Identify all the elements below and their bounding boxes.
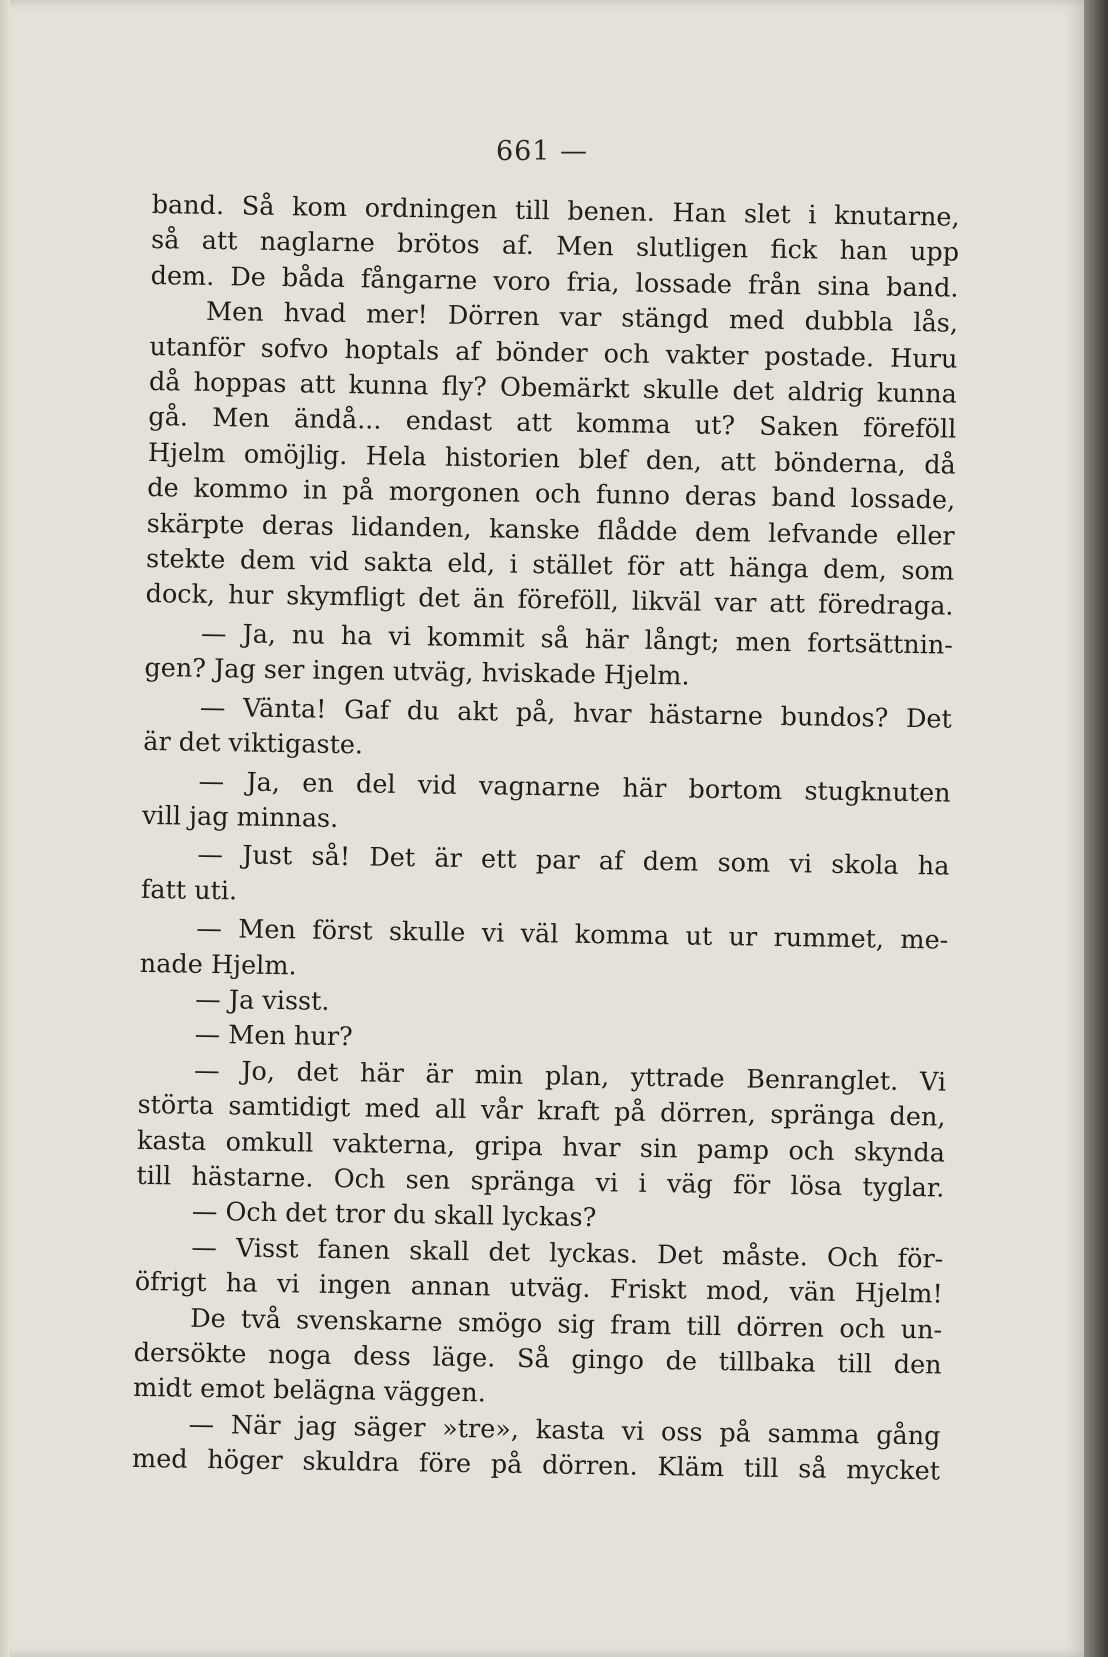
- body-text: [132, 188, 960, 1490]
- text-line: störta samtidigt med all vår kraft på dörren, spränga den,: [137, 1090, 946, 1133]
- text-line: då hoppas att kunna fly? Obemärkt skulle det aldrig kunna: [148, 367, 958, 410]
- text-line: — Ja, nu ha vi kommit så här långt; men fortsättnin-: [200, 618, 954, 661]
- text-line: fatt uti.: [140, 874, 238, 907]
- page-gutter: [0, 0, 10, 1657]
- text-line: De två svenskarne smögo sig fram till dörren och un-: [190, 1303, 943, 1346]
- text-line: — Men först skulle vi väl komma ut ur rummet, me-: [196, 913, 949, 956]
- text-line: vill jag minnas.: [141, 800, 339, 834]
- text-line: de kommo in på morgonen och funno deras band lossade,: [147, 473, 956, 516]
- text-line: till hästarne. Och sen spränga vi i väg för lösa tyglar.: [136, 1160, 945, 1204]
- text-line: — Ja visst.: [195, 984, 330, 1017]
- text-line: skärpte deras lidanden, kanske flådde dem lefvande eller: [146, 508, 955, 552]
- text-line: öfrigt ha vi ingen annan utväg. Friskt mod, vän Hjelm!: [134, 1267, 943, 1310]
- text-line: — Vänta! Gaf du akt på, hvar hästarne bundos? Det: [199, 692, 952, 735]
- text-line: dock, hur skymfligt det än föreföll, likväl var att föredraga.: [145, 579, 954, 623]
- text-line: — Visst fanen skall det lyckas. Det måste. Och för-: [191, 1232, 944, 1275]
- text-line: gen? Jag ser ingen utväg, hviskade Hjelm.: [144, 653, 690, 692]
- text-line: kasta omkull vakterna, gripa hvar sin pamp och skynda: [136, 1125, 946, 1169]
- text-line: band. Så kom ordningen till benen. Han slet i knutarne,: [151, 189, 960, 233]
- text-line: dem. De båda fångarne voro fria, lossade från sina band.: [150, 260, 959, 304]
- text-line: gå. Men ändå... endast att komma ut? Saken föreföll: [148, 402, 957, 446]
- text-line: så att naglarne brötos af. Men slutligen fick han upp: [150, 225, 960, 269]
- text-line: Men hvad mer! Dörren var stängd med dubbla lås,: [205, 297, 959, 339]
- text-line: — Just så! Det är ett par af dem som vi skola ha: [197, 840, 950, 882]
- text-line: — Ja, en del vid vagnarne här bortom stugknuten: [198, 766, 951, 809]
- text-line: — Jo, det här är min plan, yttrade Benranglet. Vi: [193, 1055, 947, 1098]
- text-line: är det viktigaste.: [143, 727, 364, 761]
- text-line: — När jag säger »tre», kasta vi oss på samma gång: [188, 1409, 941, 1452]
- text-line: dersökte noga dess läge. Så gingo de tillbaka till den: [133, 1337, 942, 1381]
- text-line: Hjelm omöjlig. Hela historien blef den, att bönderna, då: [147, 437, 956, 481]
- text-line: midt emot belägna väggen.: [132, 1373, 487, 1409]
- book-edge: [1084, 0, 1108, 1657]
- text-line: utanför sofvo hoptals af bönder och vakter postade. Huru: [149, 331, 958, 375]
- text-line: — Och det tror du skall lyckas?: [191, 1197, 597, 1234]
- page-number: 661 —: [495, 136, 589, 167]
- text-line: nade Hjelm.: [139, 948, 297, 981]
- text-line: stekte dem vid sakta eld, i stället för att hänga dem, som: [145, 544, 955, 587]
- text-line: med höger skuldra före på dörren. Kläm till så mycket: [131, 1444, 941, 1487]
- text-line: — Men hur?: [194, 1020, 353, 1053]
